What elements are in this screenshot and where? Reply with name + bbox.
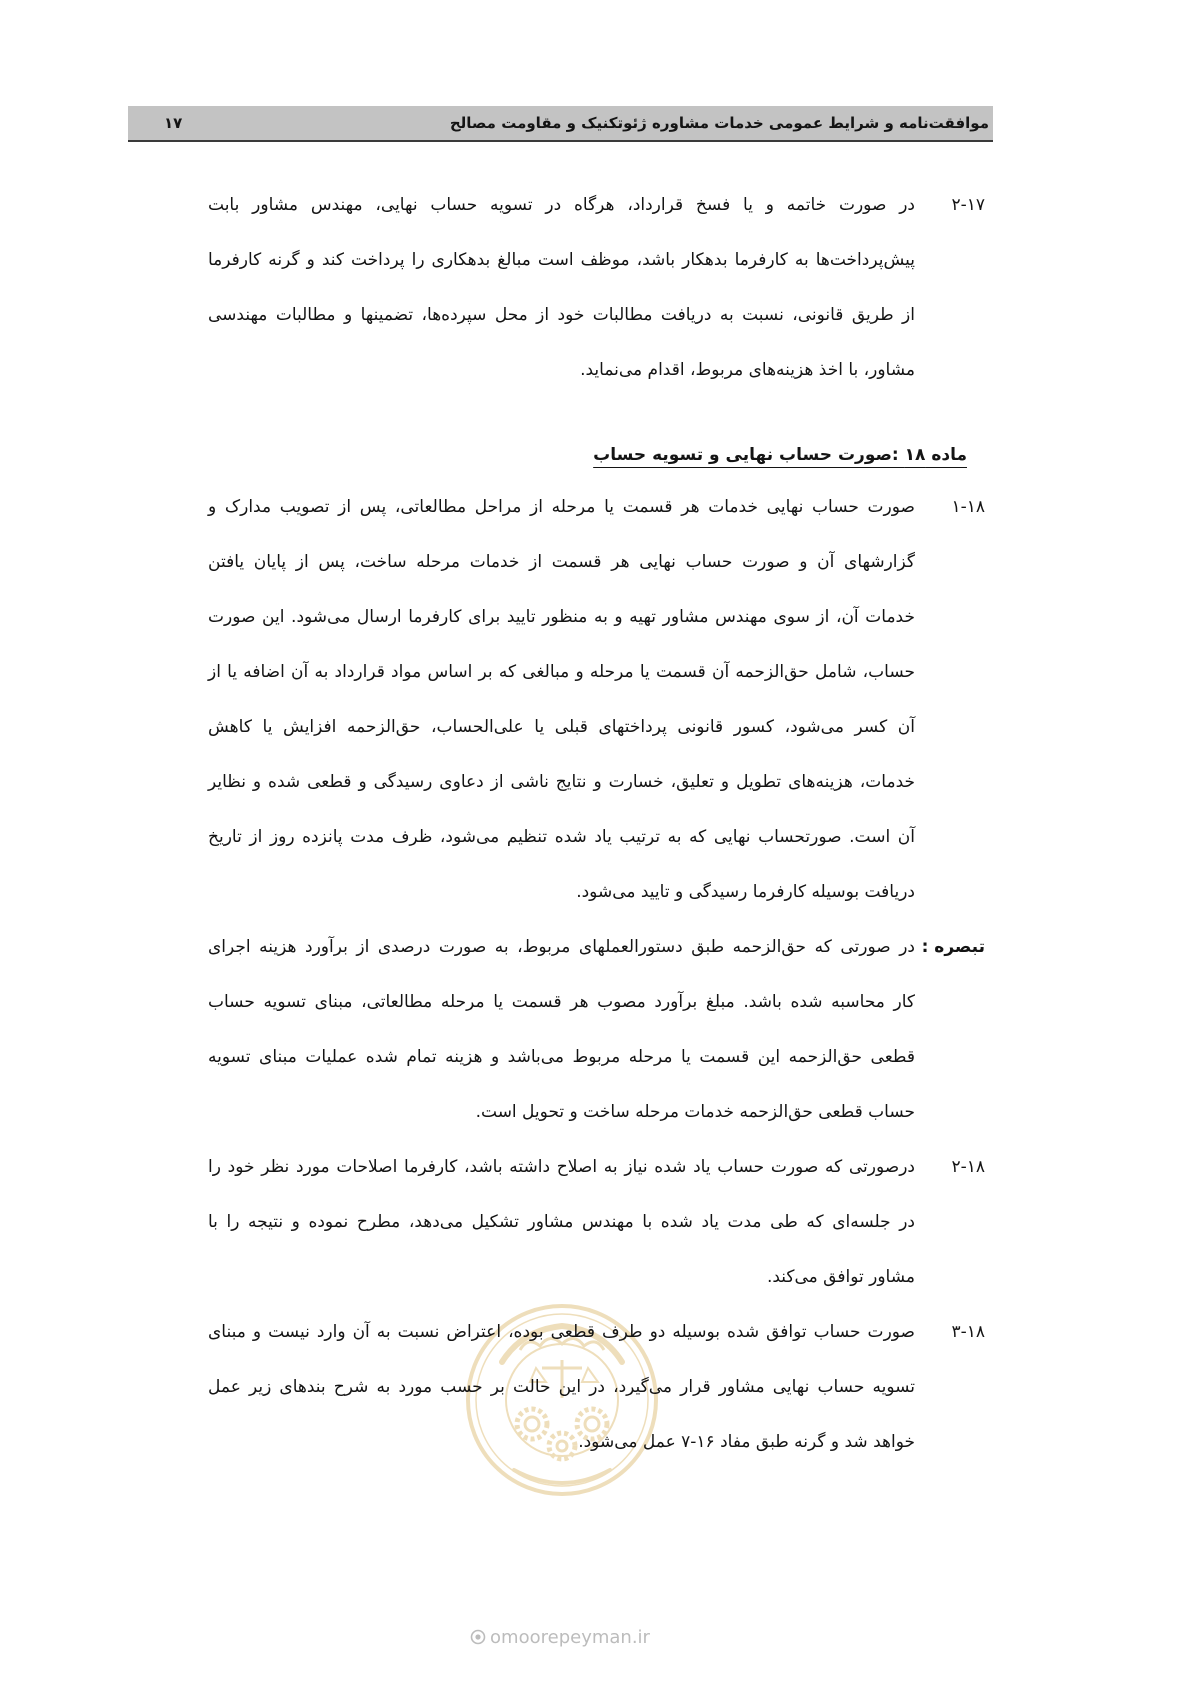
clause-18-3 (208, 1305, 985, 1470)
clause-number: ۳-۱۸ (951, 1322, 985, 1342)
clause-line: پیش‌پرداخت‌ها به کارفرما بدهکار باشد، موظف است مبالغ بدهکاری را پرداخت کند و گرنه کارفرما (208, 250, 915, 270)
clause-line: تسویه حساب نهایی مشاور قرار می‌گیرد، در این حالت بر حسب مورد به شرح بندهای زیر عمل (208, 1377, 915, 1397)
clause-18-1 (208, 480, 985, 920)
article-heading: ماده ۱۸ :صورت حساب نهایی و تسویه حساب (593, 445, 967, 465)
clause-line: دریافت بوسیله کارفرما رسیدگی و تایید می‌شود. (576, 882, 915, 902)
clause-text: صورت حساب نهایی خدمات هر قسمت یا مرحله از مراحل مطالعاتی، پس از تصویب مدارک و (208, 497, 915, 517)
note-text: در صورتی که حق‌الزحمه طبق دستورالعملهای مربوط، به صورت درصدی از برآورد هزینه اجرای (208, 937, 915, 957)
clause-number: ۱-۱۸ (951, 497, 985, 517)
site-logo-icon (470, 1629, 486, 1645)
page-header (128, 106, 993, 142)
clause-line (208, 1140, 985, 1195)
clause-line: خدمات آن، از سوی مهندس مشاور تهیه و به منظور تایید برای کارفرما ارسال می‌شود. این صورت (208, 607, 915, 627)
clause-text: صورت حساب توافق شده بوسیله دو طرف قطعی بوده، اعتراض نسبت به آن وارد نیست و مبنای (208, 1322, 915, 1342)
note-label: تبصره : (921, 937, 985, 957)
clause-number: ۲-۱۸ (951, 1157, 985, 1177)
clause-line: در جلسه‌ای که طی مدت یاد شده با مهندس مشاور تشکیل می‌دهد، مطرح نموده و نتیجه را با (208, 1212, 915, 1232)
clause-text: در صورت خاتمه و یا فسخ قرارداد، هرگاه در تسویه حساب نهایی، مهندس مشاور بابت (208, 195, 915, 215)
clause-line: مشاور، با اخذ هزینه‌های مربوط، اقدام می‌نماید. (580, 360, 915, 380)
clause-line: گزارشهای آن و صورت حساب نهایی هر قسمت از خدمات مرحله ساخت، پس از پایان یافتن (208, 552, 915, 572)
clause-17-2 (208, 178, 985, 398)
clause-text: درصورتی که صورت حساب یاد شده نیاز به اصلاح داشته باشد، کارفرما اصلاحات مورد نظر خود را (208, 1157, 915, 1177)
page-number: ۱۷ (164, 114, 183, 132)
clause-line: خدمات، هزینه‌های تطویل و تعلیق، خسارت و نتایج ناشی از دعاوی رسیدگی و قطعی شده و نظایر (208, 772, 915, 792)
watermark-site-text: omoorepeyman.ir (490, 1626, 650, 1648)
document-title: موافقت‌نامه و شرایط عمومی خدمات مشاوره ژئوتکنیک و مقاومت مصالح (449, 114, 989, 132)
clause-line: آن کسر می‌شود، کسور قانونی پرداختهای قبلی یا علی‌الحساب، حق‌الزحمه افزایش یا کاهش (208, 717, 915, 737)
clause-line: حساب، شامل حق‌الزحمه آن قسمت یا مرحله و مبالغی که بر اساس مواد قرارداد به آن اضافه یا از (208, 662, 915, 682)
clause-line: از طریق قانونی، نسبت به دریافت مطالبات خود از محل سپرده‌ها، تضمینها و مطالبات مهندسی (208, 305, 915, 325)
note-line: حساب قطعی حق‌الزحمه خدمات مرحله ساخت و تحویل است. (475, 1102, 915, 1122)
clause-number: ۲-۱۷ (951, 195, 985, 215)
note (208, 920, 985, 1140)
clause-18-2 (208, 1140, 985, 1305)
clause-line (208, 480, 985, 535)
note-line (208, 920, 985, 975)
watermark-site (440, 1622, 680, 1652)
clause-line: خواهد شد و گرنه طبق مفاد ۱۶-۷ عمل می‌شود. (578, 1432, 915, 1452)
note-line: کار محاسبه شده باشد. مبلغ برآورد مصوب هر قسمت یا مرحله مطالعاتی، مبنای تسویه حساب (208, 992, 915, 1012)
clause-line: آن است. صورتحساب نهایی که به ترتیب یاد شده تنظیم می‌شود، ظرف مدت پانزده روز از تاریخ (208, 827, 915, 847)
clause-line: مشاور توافق می‌کند. (766, 1267, 915, 1287)
note-line: قطعی حق‌الزحمه این قسمت یا مرحله مربوط می‌باشد و هزینه تمام شده عملیات مبنای تسویه (208, 1047, 915, 1067)
clause-line (208, 1305, 985, 1360)
clause-line (208, 178, 985, 233)
